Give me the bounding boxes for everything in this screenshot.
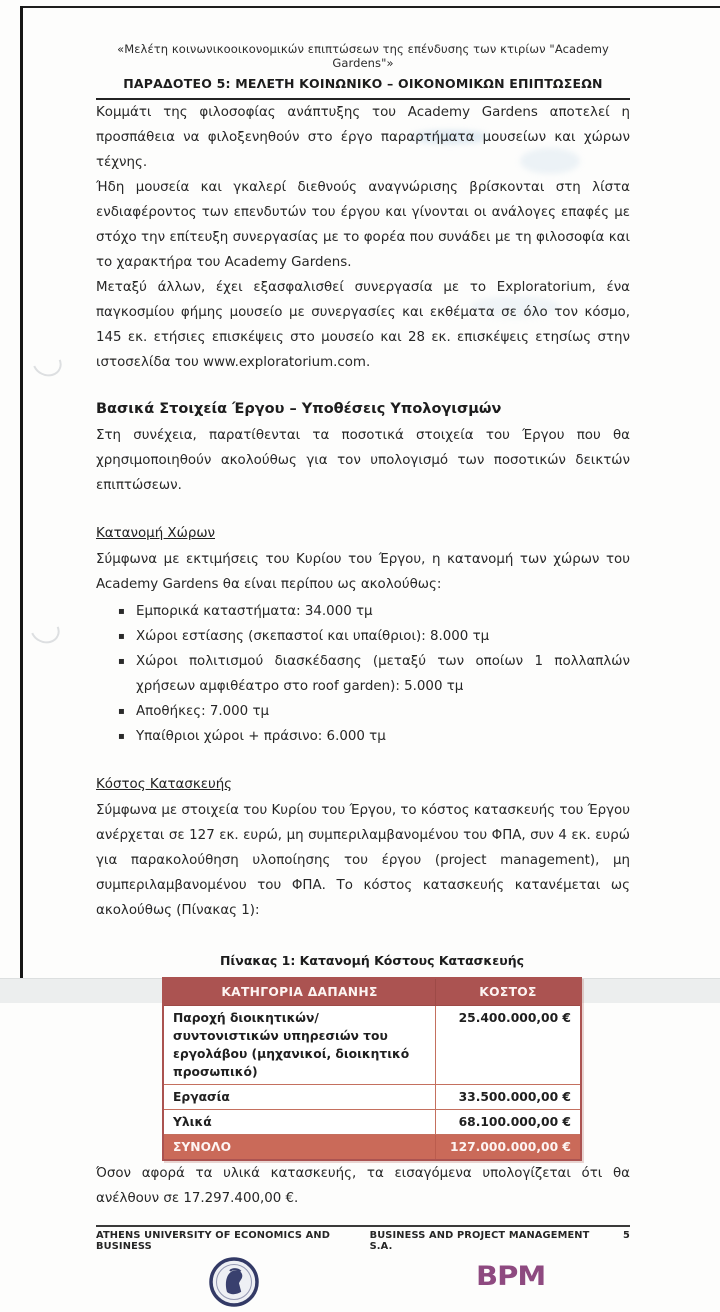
paragraph-imported-materials: Όσον αφορά τα υλικά κατασκευής, τα εισαγόμενα υπολογίζεται ότι θα ανέλθουν σε 17.297.400,00 €. [96, 1166, 630, 1206]
column-header-category: ΚΑΤΗΓΟΡΙΑ ΔΑΠΑΝΗΣ [163, 978, 436, 1006]
table-row [163, 1110, 581, 1135]
page-footer [96, 1225, 630, 1312]
column-header-cost: ΚΟΣΤΟΣ [436, 978, 582, 1006]
paragraph-exploratorium: Μεταξύ άλλων, έχει εξασφαλισθεί συνεργασία με το Exploratorium, ένα παγκοσμίου φήμης μουσείο με συνεργασίες και εκθέματα σε όλο τον κόσμο, 145 εκ. ετήσιες επισκέψεις στο μουσείο και 28 εκ. επισκέψεις ετησίως στην ιστοσελίδα του www.exploratorium.com. [96, 280, 630, 370]
cell-cost-materials: 68.100.000,00 € [436, 1110, 582, 1135]
cell-category-services: Παροχή διοικητικών/ συντονιστικών υπηρεσιών του εργολάβου (μηχανικοί, διοικητικό προσωπικό) [163, 1006, 436, 1085]
page-number: 5 [623, 1230, 630, 1241]
cell-category-labor: Εργασία [163, 1085, 436, 1110]
subsection-title-construction-cost: Κόστος Κατασκευής [96, 777, 233, 792]
cell-category-materials: Υλικά [163, 1110, 436, 1135]
document-header-study-title: «Μελέτη κοινωνικοοικονομικών επιπτώσεων της επένδυσης των κτιρίων "Academy Gardens"» [117, 42, 609, 70]
cell-total-label: ΣΥΝΟΛΟ [163, 1135, 436, 1161]
table-row [163, 1006, 581, 1085]
list-item-outdoor: ▪ Υπαίθριοι χώροι + πράσινο: 6.000 τμ [118, 724, 630, 749]
list-item-culture: ▪ Χώροι πολιτισμού διασκέδασης (μεταξύ των οποίων 1 πολλαπλών χρήσεων αμφιθέατρο στο roof garden): 5.000 τμ [118, 649, 630, 699]
cost-breakdown-table [162, 977, 582, 1161]
cell-cost-services: 25.400.000,00 € [436, 1006, 582, 1085]
section-title-project-data: Βασικά Στοιχεία Έργου – Υποθέσεις Υπολογισμών [96, 401, 502, 417]
document-header-deliverable-title: ΠΑΡΑΔΟΤΕΟ 5: ΜΕΛΕΤΗ ΚΟΙΝΩΝΙΚΟ – ΟΙΚΟΝΟΜΙΚΩΝ ΕΠΙΠΤΩΣΕΩΝ [123, 76, 603, 91]
list-item-storage: ▪ Αποθήκες: 7.000 τμ [118, 699, 630, 724]
paragraph-philosophy: Κομμάτι της φιλοσοφίας ανάπτυξης του Academy Gardens αποτελεί η προσπάθεια να φιλοξενηθούν στο έργο παραρτήματα μουσείων και χώρων τέχνης. [96, 105, 630, 170]
footer-right-organization: BUSINESS AND PROJECT MANAGEMENT S.A. [369, 1230, 590, 1252]
cell-total-cost: 127.000.000,00 € [436, 1135, 582, 1161]
table-header-row [163, 978, 581, 1006]
list-item-retail: ▪ Εμπορικά καταστήματα: 34.000 τμ [118, 599, 630, 624]
paragraph-museums-galleries: Ήδη μουσεία και γκαλερί διεθνούς αναγνώρισης βρίσκονται στη λίστα ενδιαφέροντος των επενδυτών του έργου και γίνονται οι ανάλογες επαφές με στόχο την επίτευξη συνεργασίας με το φορέα που συνάδει με τη φιλοσοφία και το χαρακτήρα του Academy Gardens. [96, 180, 630, 270]
subsection-intro-space-allocation: Σύμφωνα με εκτιμήσεις του Κυρίου του Έργου, η κατανομή των χώρων του Academy Gardens θα είναι περίπου ως ακολούθως: [96, 552, 630, 592]
table-caption: Πίνακας 1: Κατανομή Κόστους Κατασκευής [219, 953, 525, 968]
list-item-dining: ▪ Χώροι εστίασης (σκεπαστοί και υπαίθριοι): 8.000 τμ [118, 624, 630, 649]
space-allocation-list [96, 599, 630, 749]
bpm-logo: BPM [476, 1260, 546, 1292]
subsection-intro-construction-cost: Σύμφωνα με στοιχεία του Κυρίου του Έργου, το κόστος κατασκευής του Έργου ανέρχεται σε 127 εκ. ευρώ, μη συμπεριλαμβανομένου του ΦΠΑ, συν 4 εκ. ευρώ για παρακολούθηση υλοποίησης του έργου (project management), μη συμπεριλαμβανομένου του ΦΠΑ. Το κόστος κατασκευής κατανέμεται ως ακολούθως (Πίνακας 1): [96, 803, 630, 918]
aueb-coin-logo [208, 1256, 260, 1312]
subsection-title-space-allocation: Κατανομή Χώρων [96, 526, 216, 541]
table-row [163, 1085, 581, 1110]
table-total-row [163, 1135, 581, 1161]
section-intro-project-data: Στη συνέχεια, παρατίθενται τα ποσοτικά στοιχεία του Έργου που θα χρησιμοποιηθούν ακολούθως για τον υπολογισμό των ποσοτικών δεικτών επιπτώσεων. [96, 428, 630, 493]
footer-left-organization: ATHENS UNIVERSITY OF ECONOMICS AND BUSINESS [96, 1230, 330, 1252]
cell-cost-labor: 33.500.000,00 € [436, 1085, 582, 1110]
